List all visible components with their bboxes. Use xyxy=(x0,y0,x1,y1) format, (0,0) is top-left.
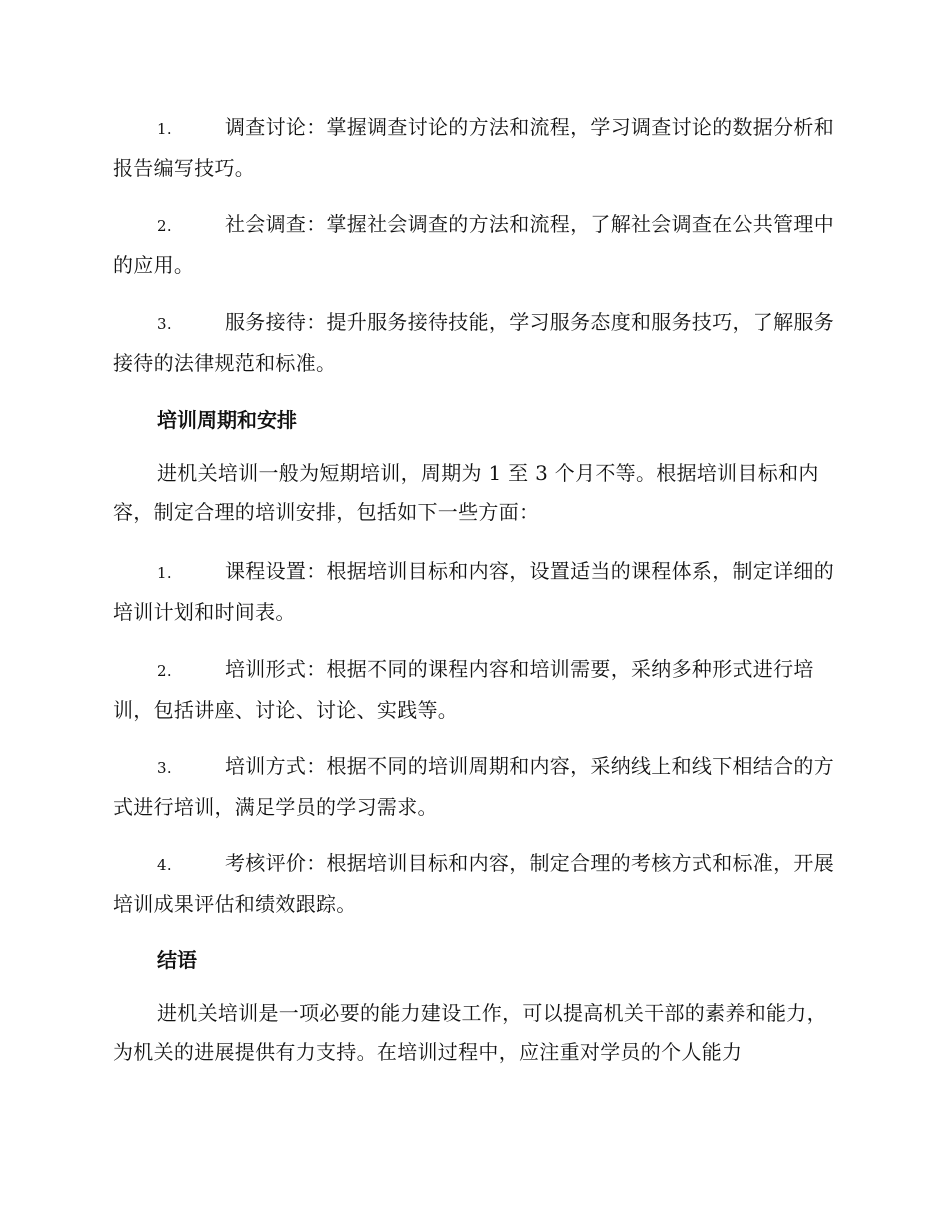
list-number: 1. xyxy=(157,564,172,582)
section-heading-conclusion: 结语 xyxy=(157,948,197,972)
list-number: 2. xyxy=(157,217,172,235)
list-number: 3. xyxy=(157,759,172,777)
list-item xyxy=(113,747,835,827)
list-number: 3. xyxy=(157,315,172,333)
list-text: 课程设置：根据培训目标和内容，设置适当的课程体系，制定详细的培训计划和时间表。 xyxy=(113,559,834,624)
list-item xyxy=(113,108,835,188)
list-item xyxy=(113,552,835,632)
list-text: 考核评价：根据培训目标和内容，制定合理的考核方式和标准，开展培训成果评估和绩效跟踪。 xyxy=(113,851,834,916)
list-text: 培训形式：根据不同的课程内容和培训需要，采纳多种形式进行培训，包括讲座、讨论、讨论、实践等。 xyxy=(113,657,814,722)
list-number: 1. xyxy=(157,120,172,138)
schedule-intro-paragraph: 进机关培训一般为短期培训，周期为 1 至 3 个月不等。根据培训目标和内容，制定合理的培训安排，包括如下一些方面： xyxy=(113,461,819,524)
list-text: 调查讨论：掌握调查讨论的方法和流程，学习调查讨论的数据分析和报告编写技巧。 xyxy=(113,115,834,180)
list-number: 4. xyxy=(157,856,172,874)
list-item xyxy=(113,303,835,383)
section-heading-schedule: 培训周期和安排 xyxy=(157,408,297,432)
list-text: 社会调查：掌握社会调查的方法和流程，了解社会调查在公共管理中的应用。 xyxy=(113,212,834,277)
list-number: 2. xyxy=(157,662,172,680)
list-text: 服务接待：提升服务接待技能，学习服务态度和服务技巧，了解服务接待的法律规范和标准。 xyxy=(113,310,834,375)
conclusion-paragraph: 进机关培训是一项必要的能力建设工作，可以提高机关干部的素养和能力，为机关的进展提供有力支持。在培训过程中，应注重对学员的个人能力 xyxy=(113,1001,827,1064)
list-text: 培训方式：根据不同的培训周期和内容，采纳线上和线下相结合的方式进行培训，满足学员的学习需求。 xyxy=(113,754,834,819)
list-item xyxy=(113,650,835,730)
list-item xyxy=(113,205,835,285)
list-item xyxy=(113,844,835,924)
